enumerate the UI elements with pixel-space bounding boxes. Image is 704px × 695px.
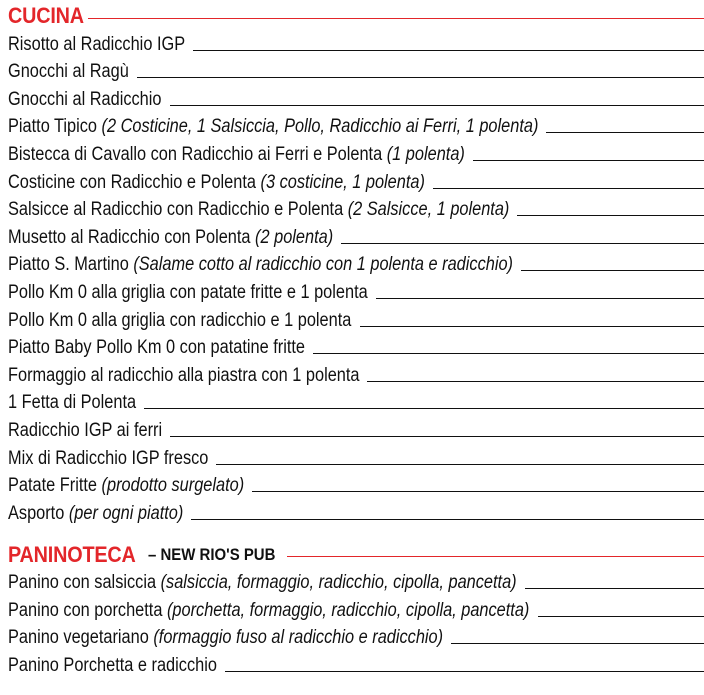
paninoteca-item-name: Panino con salsiccia <box>8 572 157 594</box>
paninoteca-item-text <box>8 600 529 622</box>
cucina-item <box>8 497 704 525</box>
price-leader-line <box>341 243 704 244</box>
paninoteca-item-note: (salsiccia, formaggio, radicchio, cipolla, pancetta) <box>160 572 517 594</box>
paninoteca-item-text <box>8 572 517 594</box>
price-leader-line <box>313 353 704 354</box>
cucina-item-text <box>8 199 509 221</box>
price-leader-line <box>360 326 704 327</box>
cucina-header <box>8 4 704 28</box>
price-leader-line <box>433 188 704 189</box>
cucina-item-name: Radicchio IGP ai ferri <box>8 419 163 441</box>
cucina-item-name: Gnocchi al Ragù <box>8 61 129 83</box>
price-leader-line <box>193 50 704 51</box>
cucina-item <box>8 249 704 277</box>
paninoteca-item-note: (formaggio fuso al radicchio e radicchio) <box>153 627 444 649</box>
cucina-item-name: Pollo Km 0 alla griglia con radicchio e 1 polenta <box>8 309 352 331</box>
cucina-item-name: Gnocchi al Radicchio <box>8 88 162 110</box>
cucina-item <box>8 359 704 387</box>
paninoteca-item <box>8 567 704 595</box>
cucina-item <box>8 111 704 139</box>
paninoteca-subtitle: – NEW RIO'S PUB <box>147 544 276 564</box>
cucina-item-text <box>8 337 305 359</box>
cucina-item-name: Piatto Tipico <box>8 116 98 138</box>
cucina-item-text <box>8 227 333 249</box>
cucina-item-note: (2 Costicine, 1 Salsiccia, Pollo, Radicchio ai Ferri, 1 polenta) <box>101 116 539 138</box>
price-leader-line <box>546 132 704 133</box>
cucina-item-text <box>8 254 513 276</box>
cucina-item <box>8 56 704 84</box>
cucina-item <box>8 28 704 56</box>
cucina-item-name: Asporto <box>8 502 65 524</box>
price-leader-line <box>367 381 704 382</box>
paninoteca-item <box>8 622 704 650</box>
paninoteca-item-name: Panino Porchetta e radicchio <box>8 655 217 677</box>
paninoteca-item <box>8 594 704 622</box>
cucina-item <box>8 414 704 442</box>
cucina-item-text <box>8 365 360 387</box>
cucina-item <box>8 83 704 111</box>
price-leader-line <box>376 298 704 299</box>
cucina-item-name: Costicine con Radicchio e Polenta <box>8 171 256 193</box>
cucina-item <box>8 276 704 304</box>
cucina-item-name: Piatto S. Martino <box>8 254 129 276</box>
price-leader-line <box>538 616 704 617</box>
paninoteca-item-name: Panino vegetariano <box>8 627 149 649</box>
cucina-item-text <box>8 392 136 414</box>
cucina-item-name: Piatto Baby Pollo Km 0 con patatine fritte <box>8 337 306 359</box>
paninoteca-header <box>8 543 704 567</box>
cucina-item <box>8 304 704 332</box>
price-leader-line <box>525 588 704 589</box>
cucina-item <box>8 387 704 415</box>
cucina-item-text <box>8 503 183 525</box>
cucina-item-name: Risotto al Radicchio IGP <box>8 33 186 55</box>
paninoteca-item-name: Panino con porchetta <box>8 599 163 621</box>
cucina-item-note: (Salame cotto al radicchio con 1 polenta e radicchio) <box>133 254 513 276</box>
price-leader-line <box>216 464 704 465</box>
cucina-item-text <box>8 420 162 442</box>
cucina-item-name: 1 Fetta di Polenta <box>8 392 137 414</box>
cucina-item-text <box>8 475 244 497</box>
cucina-item-text <box>8 310 351 332</box>
cucina-item-text <box>8 34 185 56</box>
price-leader-line <box>473 160 704 161</box>
cucina-item-note: (per ogni piatto) <box>68 502 184 524</box>
cucina-item-name: Formaggio al radicchio alla piastra con 1 polenta <box>8 364 360 386</box>
price-leader-line <box>517 215 704 216</box>
cucina-item-name: Musetto al Radicchio con Polenta <box>8 226 251 248</box>
cucina-item-text <box>8 282 368 304</box>
cucina-item-note: (2 Salsicce, 1 polenta) <box>347 199 510 221</box>
cucina-item-note: (3 costicine, 1 polenta) <box>260 171 425 193</box>
cucina-item-name: Mix di Radicchio IGP fresco <box>8 447 209 469</box>
cucina-item-text <box>8 448 208 470</box>
cucina-item <box>8 470 704 498</box>
cucina-item-note: (1 polenta) <box>386 143 465 165</box>
cucina-item-name: Bistecca di Cavallo con Radicchio ai Ferri e Polenta <box>8 143 383 165</box>
price-leader-line <box>252 491 704 492</box>
cucina-item-name: Pollo Km 0 alla griglia con patate fritte e 1 polenta <box>8 281 368 303</box>
paninoteca-header-rule <box>287 556 704 557</box>
cucina-item <box>8 332 704 360</box>
cucina-header-rule <box>88 18 704 19</box>
price-leader-line <box>225 671 704 672</box>
price-leader-line <box>521 270 704 271</box>
cucina-item-note: (2 polenta) <box>255 226 334 248</box>
cucina-item-name: Salsicce al Radicchio con Radicchio e Polenta <box>8 199 344 221</box>
section-gap <box>8 525 704 543</box>
paninoteca-item <box>8 649 704 677</box>
menu-page <box>8 4 704 677</box>
cucina-item-text <box>8 61 129 83</box>
cucina-item <box>8 138 704 166</box>
cucina-item-text <box>8 144 465 166</box>
cucina-item-note: (prodotto surgelato) <box>101 475 245 497</box>
paninoteca-item-note: (porchetta, formaggio, radicchio, cipolla, pancetta) <box>166 599 530 621</box>
cucina-item-text <box>8 89 161 111</box>
cucina-item <box>8 221 704 249</box>
price-leader-line <box>144 408 704 409</box>
cucina-item <box>8 166 704 194</box>
cucina-item-text <box>8 116 538 138</box>
cucina-item <box>8 194 704 222</box>
price-leader-line <box>137 77 704 78</box>
cucina-list <box>8 28 704 525</box>
cucina-title: CUCINA <box>8 3 84 28</box>
cucina-item-name: Patate Fritte <box>8 475 98 497</box>
paninoteca-item-text <box>8 627 443 649</box>
paninoteca-item-text <box>8 655 217 677</box>
cucina-item-text <box>8 172 425 194</box>
cucina-item <box>8 442 704 470</box>
price-leader-line <box>451 643 704 644</box>
price-leader-line <box>170 105 704 106</box>
paninoteca-list <box>8 567 704 677</box>
paninoteca-title: PANINOTECA <box>8 541 136 567</box>
price-leader-line <box>170 436 704 437</box>
price-leader-line <box>191 519 704 520</box>
